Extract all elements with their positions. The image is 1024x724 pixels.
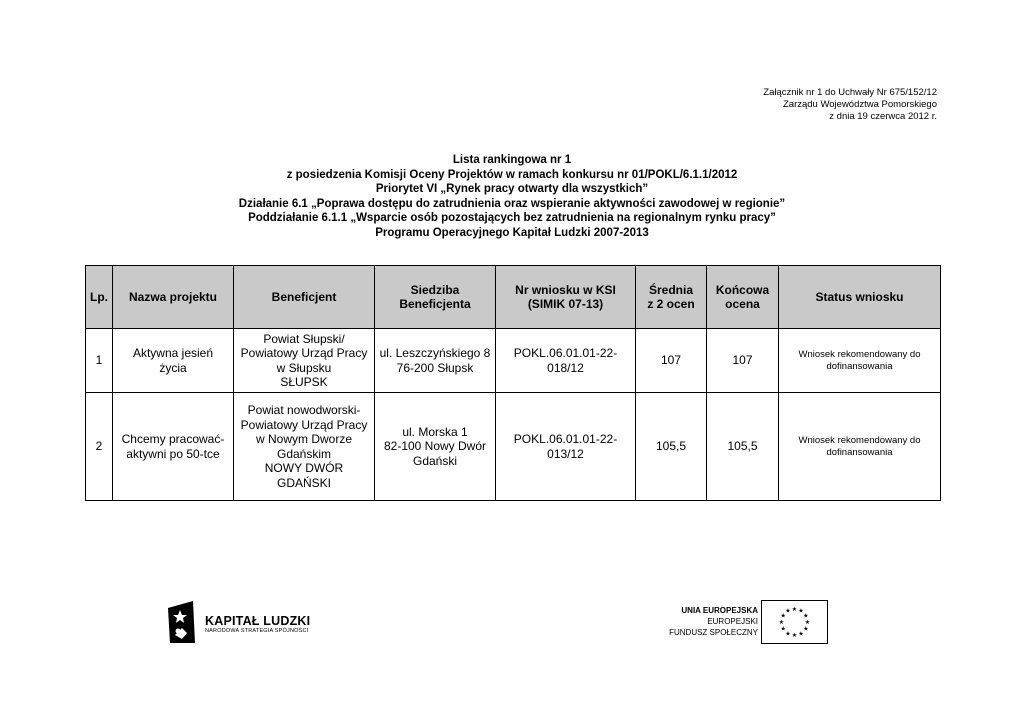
annex-line-2: Zarządu Województwa Pomorskiego bbox=[782, 99, 937, 110]
eu-star-icon: ★ bbox=[785, 630, 791, 638]
cell-ksi-number: POKL.06.01.01-22- 013/12 bbox=[496, 393, 636, 501]
eu-star-icon: ★ bbox=[791, 606, 798, 613]
eu-star-icon: ★ bbox=[780, 625, 786, 633]
title-line-1: Lista rankingowa nr 1 bbox=[452, 154, 572, 166]
eu-star-icon: ★ bbox=[798, 630, 804, 638]
eu-star-icon: ★ bbox=[804, 619, 811, 626]
eu-star-icon: ★ bbox=[778, 619, 785, 626]
eu-star-icon: ★ bbox=[798, 607, 804, 615]
annex-line-3: z dnia 19 czerwca 2012 r. bbox=[829, 111, 937, 122]
title-line-4: Działanie 6.1 „Poprawa dostępu do zatrudnienia oraz wspieranie aktywności zawodowej w regionie” bbox=[238, 197, 786, 210]
header-final-score: Końcowa ocena bbox=[707, 266, 779, 329]
eu-fund-text bbox=[669, 605, 758, 638]
cell-project-name: Aktywna jesień życia bbox=[113, 329, 234, 393]
eu-fund-logo bbox=[655, 600, 830, 645]
cell-beneficiary: Powiat Słupski/ Powiatowy Urząd Pracy w Słupsku SŁUPSK bbox=[234, 329, 375, 393]
document-title bbox=[0, 153, 1024, 240]
title-line-6: Programu Operacyjnego Kapitał Ludzki 2007-2013 bbox=[375, 226, 649, 239]
eu-line-1: UNIA EUROPEJSKA bbox=[681, 606, 758, 615]
header-beneficiary: Beneficjent bbox=[234, 266, 375, 329]
cell-beneficiary: Powiat nowodworski- Powiatowy Urząd Pracy w Nowym Dworze Gdańskim NOWY DWÓR GDAŃSKI bbox=[234, 393, 375, 501]
annex-note bbox=[763, 87, 937, 123]
header-project-name: Nazwa projektu bbox=[113, 266, 234, 329]
header-ksi-number: Nr wniosku w KSI (SIMIK 07-13) bbox=[496, 266, 636, 329]
annex-line-1: Załącznik nr 1 do Uchwały Nr 675/152/12 bbox=[763, 87, 937, 98]
kapital-ludzki-title: KAPITAŁ LUDZKI bbox=[205, 614, 311, 628]
title-line-5: Poddziałanie 6.1.1 „Wsparcie osób pozostających bez zatrudnienia na regionalnym rynku pracy” bbox=[248, 212, 776, 224]
title-line-2: z posiedzenia Komisji Oceny Projektów w ramach konkursu nr 01/POKL/6.1.1/2012 bbox=[286, 168, 738, 181]
cell-project-name: Chcemy pracować- aktywni po 50-tce bbox=[113, 393, 234, 501]
eu-star-icon: ★ bbox=[780, 612, 786, 620]
cell-lp: 2 bbox=[86, 393, 113, 501]
table-row bbox=[86, 329, 941, 393]
header-status: Status wniosku bbox=[779, 266, 941, 329]
cell-seat: ul. Morska 1 82-100 Nowy Dwór Gdański bbox=[375, 393, 496, 501]
cell-average: 105,5 bbox=[636, 393, 707, 501]
kapital-ludzki-subtitle: NARODOWA STRATEGIA SPÓJNOŚCI bbox=[205, 628, 309, 634]
cell-lp: 1 bbox=[86, 329, 113, 393]
title-line-3: Priorytet VI „Rynek pracy otwarty dla wszystkich” bbox=[375, 183, 649, 195]
cell-seat: ul. Leszczyńskiego 8 76-200 Słupsk bbox=[375, 329, 496, 393]
table-header-row bbox=[86, 266, 941, 329]
kapital-ludzki-logo bbox=[165, 600, 345, 645]
header-seat: Siedziba Beneficjenta bbox=[375, 266, 496, 329]
ranking-table bbox=[85, 265, 941, 501]
cell-status: Wniosek rekomendowany do dofinansowania bbox=[779, 329, 941, 393]
eu-star-icon: ★ bbox=[785, 607, 791, 615]
cell-final-score: 107 bbox=[707, 329, 779, 393]
eu-star-icon: ★ bbox=[803, 625, 809, 633]
kapital-ludzki-text bbox=[205, 614, 310, 635]
eu-star-icon: ★ bbox=[791, 632, 798, 639]
eu-line-3: FUNDUSZ SPOŁECZNY bbox=[669, 628, 758, 637]
cell-ksi-number: POKL.06.01.01-22- 018/12 bbox=[496, 329, 636, 393]
header-lp: Lp. bbox=[86, 266, 113, 329]
eu-line-2: EUROPEJSKI bbox=[707, 617, 758, 626]
cell-final-score: 105,5 bbox=[707, 393, 779, 501]
eu-star-icon: ★ bbox=[803, 612, 809, 620]
header-average: Średnia z 2 ocen bbox=[636, 266, 707, 329]
cell-status: Wniosek rekomendowany do dofinansowania bbox=[779, 393, 941, 501]
cell-average: 107 bbox=[636, 329, 707, 393]
kapital-ludzki-icon bbox=[165, 600, 199, 645]
eu-flag-icon bbox=[761, 600, 828, 644]
table-row bbox=[86, 393, 941, 501]
